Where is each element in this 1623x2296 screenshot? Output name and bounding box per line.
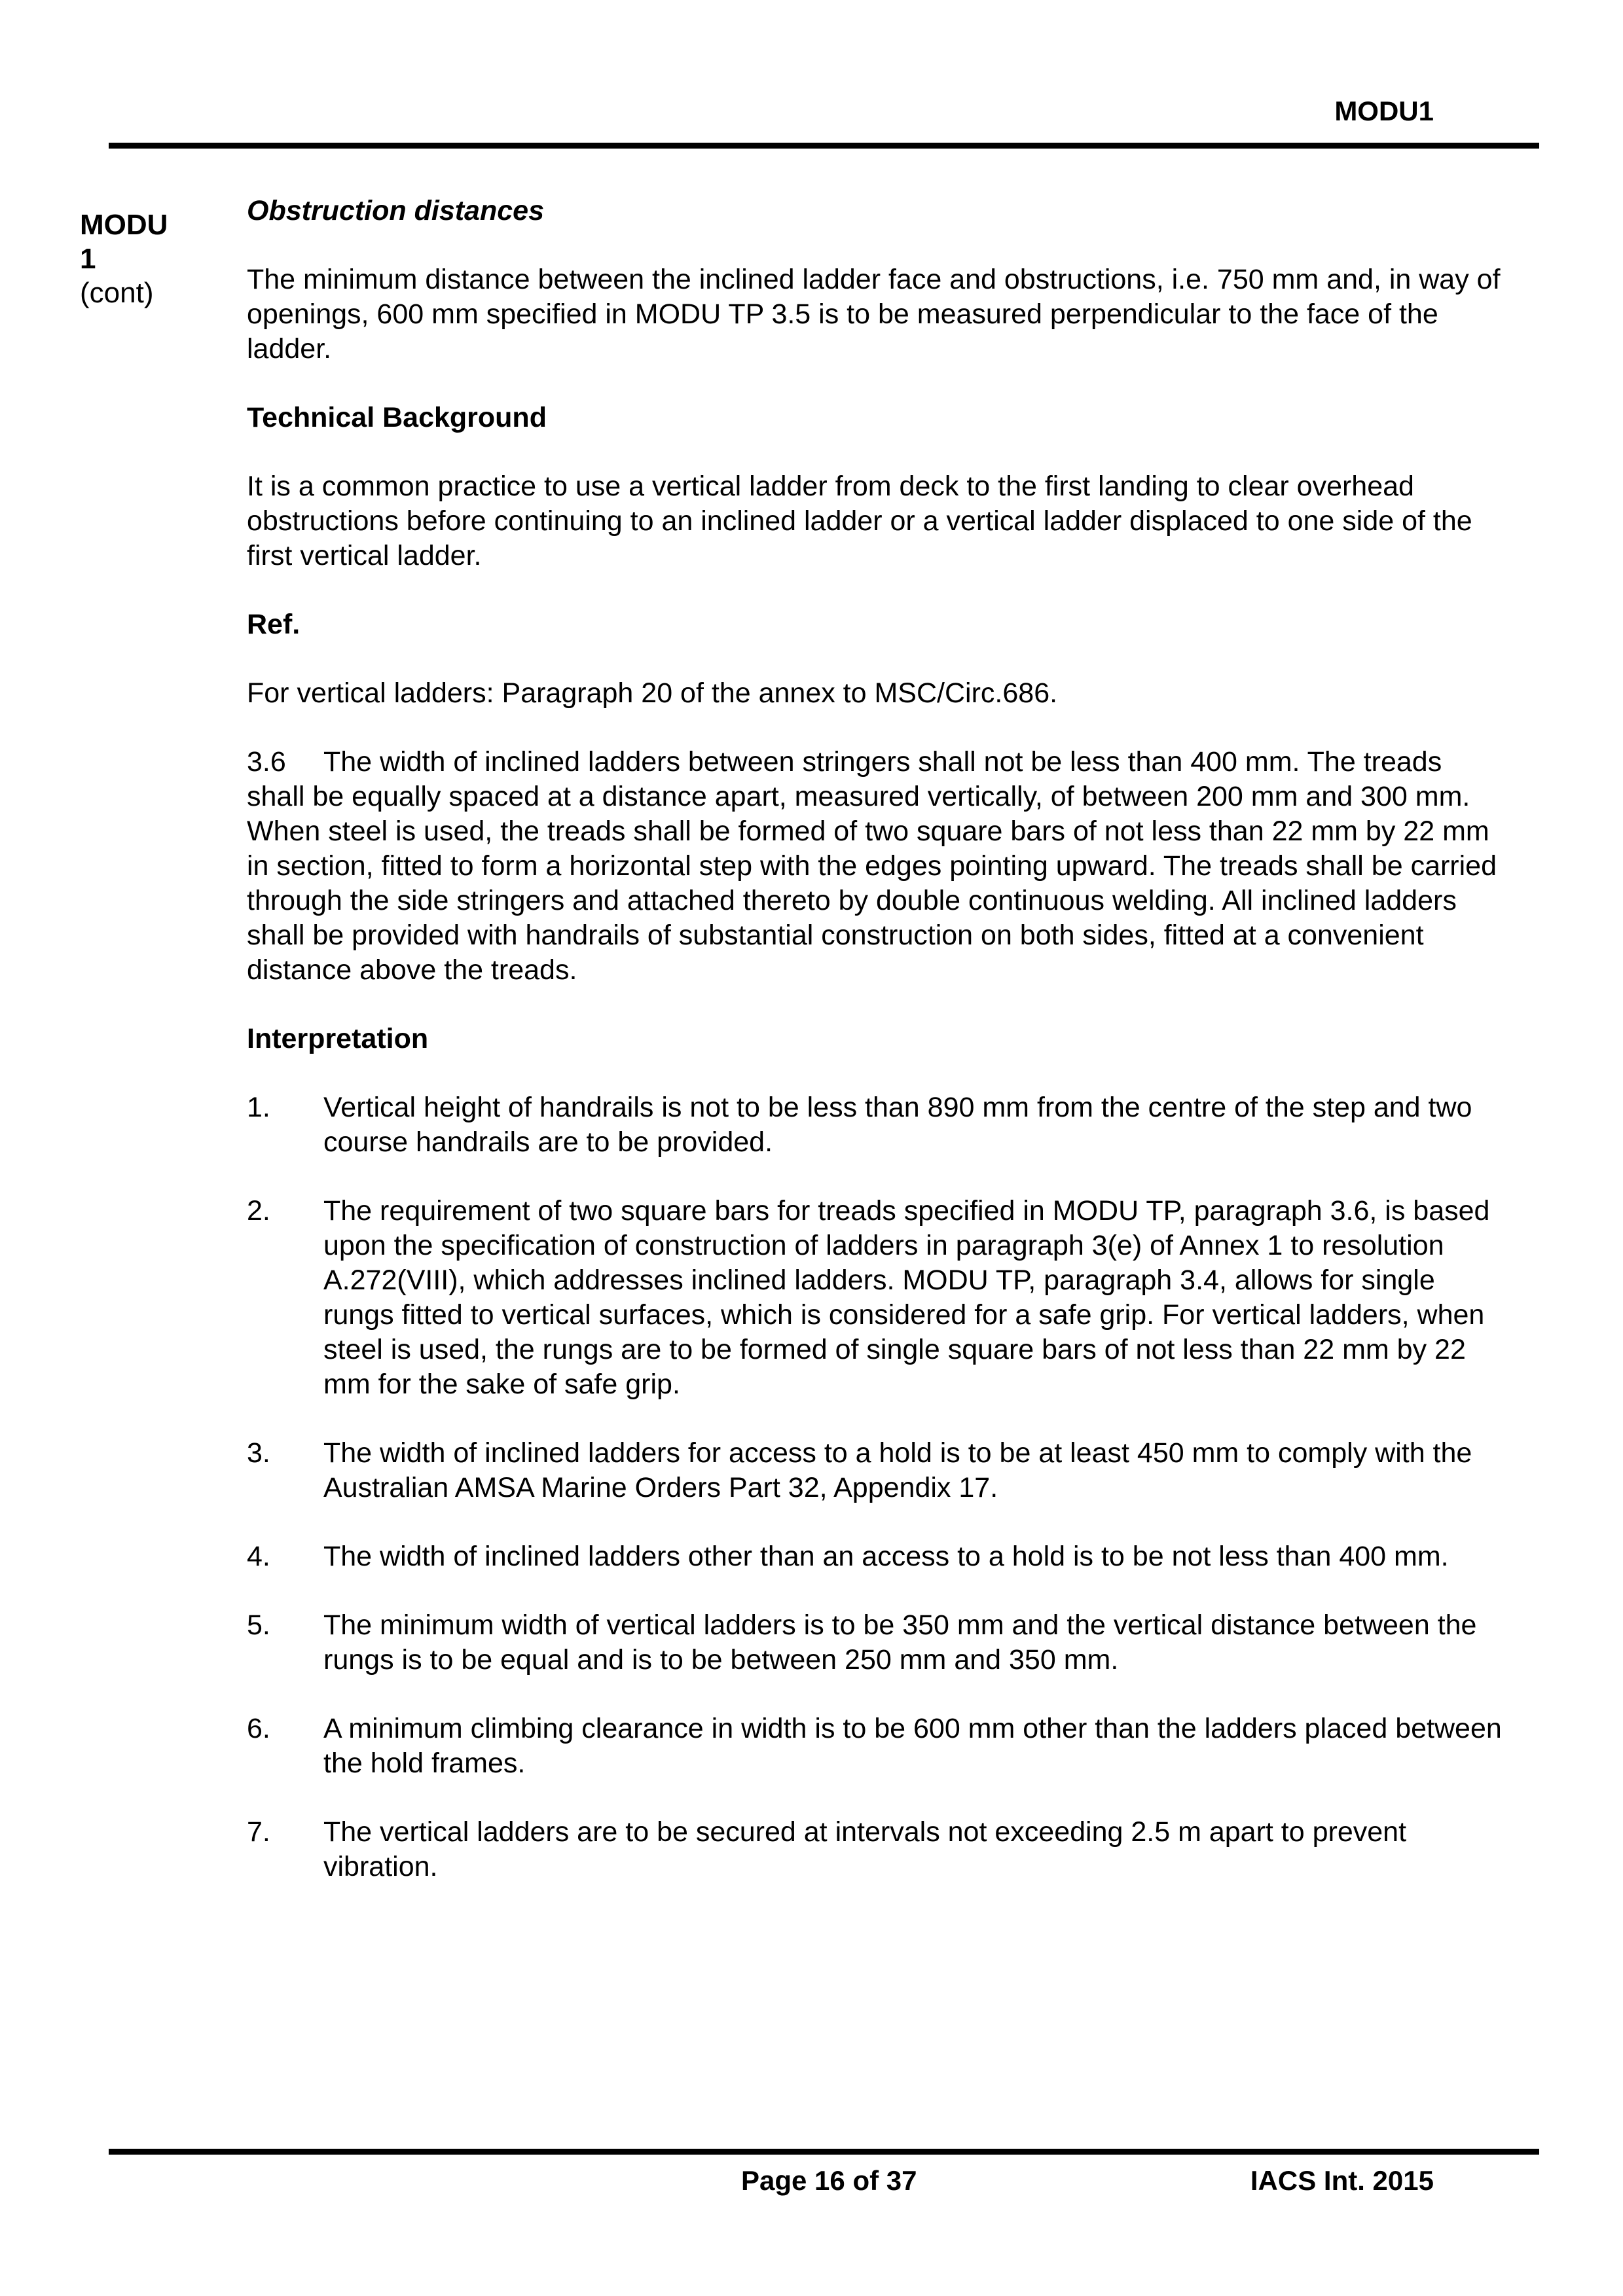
interpretation-item [247, 1815, 1507, 1884]
technical-background-heading: Technical Background [247, 402, 547, 433]
ref-heading: Ref. [247, 609, 301, 640]
page-number: Page 16 of 37 [741, 2165, 917, 2196]
side-label-line3: (cont) [80, 277, 154, 309]
item-text: Vertical height of handrails is not to be less than 890 mm from the centre of the step and two course handrails are to be provided. [323, 1092, 1472, 1158]
footer-rule [109, 2149, 1539, 2155]
obstruction-text: The minimum distance between the inclined ladder face and obstructions, i.e. 750 mm and, in way of openings, 600 mm specified in MODU TP 3.5 is to be measured perpendicular to the face of the ladder. [247, 264, 1501, 365]
side-label-line1: MODU [80, 209, 168, 241]
side-label [80, 208, 191, 310]
section-3-6-text: The width of inclined ladders between stringers shall not be less than 400 mm. The treads shall be equally spaced at a distance apart, measured vertically, of between 200 mm and 300 mm. When steel is used, the treads shall be formed of two square bars of not less than 22 mm by 22 mm in section, fitted to form a horizontal step with the edges pointing upward. The treads shall be carried through the side stringers and attached thereto by double continuous welding. All inclined ladders shall be provided with handrails of substantial construction on both sides, fitted at a convenient distance above the treads. [247, 746, 1497, 986]
side-label-line2: 1 [80, 243, 96, 275]
header-title: MODU1 [1334, 96, 1434, 126]
technical-background-text: It is a common practice to use a vertical ladder from deck to the first landing to clear overhead obstructions before continuing to an inclined ladder or a vertical ladder displaced to one side of the first vertical ladder. [247, 471, 1472, 571]
interpretation-item [247, 1608, 1507, 1677]
item-number: 6. [247, 1713, 270, 1744]
interpretation-item [247, 1712, 1507, 1781]
interpretation-item [247, 1090, 1507, 1160]
ref-text: For vertical ladders: Paragraph 20 of the annex to MSC/Circ.686. [247, 677, 1058, 709]
footer-document-id: IACS Int. 2015 [1250, 2165, 1434, 2196]
obstruction-heading: Obstruction distances [247, 195, 544, 226]
section-3-6-number: 3.6 [247, 746, 286, 778]
item-text: A minimum climbing clearance in width is to be 600 mm other than the ladders placed between the hold frames. [323, 1713, 1502, 1779]
interpretation-heading: Interpretation [247, 1023, 429, 1054]
header-rule [109, 143, 1539, 149]
item-number: 1. [247, 1092, 270, 1123]
item-text: The requirement of two square bars for treads specified in MODU TP, paragraph 3.6, is based upon the specification of construction of ladders in paragraph 3(e) of Annex 1 to resolution A.272(VIII), which addresses inclined ladders. MODU TP, paragraph 3.4, allows for single rungs fitted to vertical surfaces, which is considered for a safe grip. For vertical ladders, when steel is used, the rungs are to be formed of single square bars of not less than 22 mm by 22 mm for the sake of safe grip. [323, 1195, 1490, 1400]
item-number: 7. [247, 1816, 270, 1848]
interpretation-item [247, 1194, 1507, 1402]
item-number: 5. [247, 1609, 270, 1641]
interpretation-item [247, 1539, 1507, 1574]
item-text: The width of inclined ladders for access to a hold is to be at least 450 mm to comply with the Australian AMSA Marine Orders Part 32, Appendix 17. [323, 1437, 1472, 1503]
item-number: 2. [247, 1195, 270, 1227]
item-text: The width of inclined ladders other than an access to a hold is to be not less than 400 mm. [323, 1541, 1449, 1572]
item-text: The vertical ladders are to be secured at intervals not exceeding 2.5 m apart to prevent vibration. [323, 1816, 1407, 1882]
section-3-6 [247, 745, 1507, 988]
main-content [247, 194, 1507, 1918]
item-number: 3. [247, 1437, 270, 1469]
interpretation-item [247, 1436, 1507, 1505]
item-number: 4. [247, 1541, 270, 1572]
item-text: The minimum width of vertical ladders is to be 350 mm and the vertical distance between the rungs is to be equal and is to be between 250 mm and 350 mm. [323, 1609, 1477, 1676]
